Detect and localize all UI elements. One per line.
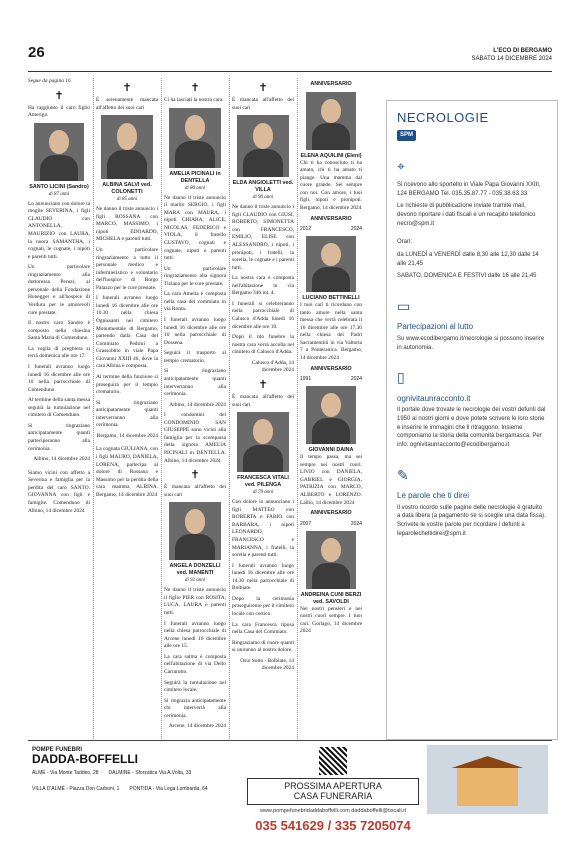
anniversary-heading: ANNIVERSARIO	[310, 510, 352, 517]
email-info: Le richieste di pubblicazione inviate tramite mail, devono riportare i dati fiscali e un recapito telefonico necro@spm.it	[397, 203, 536, 227]
portrait-photo	[101, 115, 153, 179]
location-pin-icon: ⌖	[397, 158, 405, 175]
section-title-ognivita: ognivitaunracconto.it	[397, 393, 471, 403]
anniversary-name: ANDREINA CUNI BERZI ved. SAVOLDI	[300, 591, 362, 605]
obit-intro: Ha raggiunto il caro figlio Amerigo.	[28, 104, 90, 119]
issue-date: SABATO 14 DICEMBRE 2024	[471, 55, 552, 62]
page-header	[28, 30, 552, 70]
obit-text: I funerali avranno luogo lunedì 16 dicembre alle ore 14.30 nella parrocchiale di Bolbiate.	[232, 562, 294, 592]
obit-date: Bergamo, 14 dicembre 2024	[96, 432, 158, 439]
obit-intro: È mancata all'affetto dei suoi cari	[232, 393, 294, 408]
obit-name: ANGELA DONZELLI ved. MANENTI	[169, 563, 221, 577]
condolence-text: I condomini del CONDOMINIO SAN GIUSEPPE sono vicini alla famiglia per la scomparsa della signora AMELIA PICINALI in DENTELLA. Albino, 14 dicembre 2024	[164, 412, 226, 464]
portrait-photo	[237, 412, 289, 472]
anniversary-years	[300, 376, 362, 383]
paper-masthead	[472, 48, 552, 64]
obit-date: Osio Sotto - Bolbiate, 14 dicembre 2024	[240, 657, 294, 672]
obit-age: di 80 anni	[184, 185, 206, 191]
obit-text: Ne danno il triste annuncio i figli ROSSANA con MARCO, MASSIMO, i nipoti EDOARDO, MICHELA e parenti tutti.	[96, 206, 158, 243]
ad-brand-block	[28, 741, 243, 818]
obit-text: I funerali avranno luogo lunedì 16 dicembre alle ore 10 nella parrocchiale di Dossena.	[164, 317, 226, 346]
section-text-ognivita: Il portale dove trovate le necrologie dei vostri defunti dal 1950 ai nostri giorni e dove potete scrivere le loro storie e inserire le immagini che li ritraggono. Insieme componiamo la storia della comunità bergamasca. Per info: ognivitaunracconto@ecodibergamo.it	[397, 407, 546, 448]
obit-text: Si ringraziano anticipatamente quanti parteciperanno alla cerimonia.	[28, 422, 90, 452]
cross-icon: ✝	[190, 81, 200, 94]
obituary-column-4	[232, 78, 294, 676]
ad-brand-name: DADDA-BOFFELLI	[32, 752, 138, 766]
section-text-parole: Il vostro ricordo sulle pagine delle necrologie è gratuito a data libera (a pagamento se si sceglie una data fissa). Scrivete le vostre parole per ricordare i defunti a leparolecheltidirei@spm.it	[397, 504, 546, 537]
obit-text: Ne danno il triste annuncio il figlio PIER con ROSITA, LUCA, LAURA e parenti tutti.	[164, 587, 226, 616]
portrait-photo	[237, 115, 289, 177]
obit-text: Ne danno il triste annuncio il marito SERGIO, i figli MARA con MAURA, i nipoti CHIARA, ALICE, NICOLAS, FEDERICO e VIOLA, il fratello GUSTAVO, cognati e cognate, nipoti e parenti tutti.	[164, 194, 226, 262]
obit-text: Lo annunciano con dolore la moglie SEVERINA, i figli CLAUDIO con ANTONELLA, MAURIZIO con LAURA, la nuora SAMANTHA, i cognati, le cognate, i nipoti e parenti tutti.	[28, 200, 90, 260]
section-title-parole: Le parole che ti direi	[397, 490, 470, 500]
cross-icon: ✝	[190, 468, 200, 482]
obit-date: Arcene, 14 dicembre 2024	[168, 723, 226, 730]
obit-intro: È serenamente mancata all'affetto dei suoi cari	[96, 97, 158, 111]
obit-text: Un particolare ringraziamento alla signora Tiziana per le cure prestate.	[164, 265, 226, 287]
portrait-photo	[306, 531, 356, 589]
condolence-text: Siamo vicini con affetto a Severina e famiglia per la perdita del caro SANTO. GIOVANNA con figli e famiglie. Comenduno di Albino, 14 dicembre 2024	[28, 469, 90, 514]
obit-text: La veglia di preghiera si terrà domenica alle ore 17.	[28, 345, 90, 360]
obit-name: AMELIA PICINALI in DENTELLA	[169, 170, 221, 184]
laptop-icon: ▭	[397, 299, 411, 316]
anniversary-heading: ANNIVERSARIO	[310, 365, 352, 372]
spm-logo: SPM	[397, 130, 416, 141]
portrait-photo	[306, 386, 356, 444]
cross-icon: ✝	[122, 81, 132, 94]
column-divider	[93, 78, 94, 739]
tablet-icon: ▯	[397, 370, 405, 387]
ad-address: PONTIDA - Via Lega Lombarda, 64	[129, 786, 208, 793]
necrologie-info-panel	[386, 100, 558, 740]
portrait-photo	[306, 236, 356, 292]
paper-name: L'ECO DI BERGAMO	[493, 48, 552, 54]
ad-address: DALMINE - Sforzatica Via A.Volta, 33	[108, 770, 192, 777]
obit-text: Il nostro caro Sandro è composto nella chiesina Santa Maria di Comenduno.	[28, 320, 90, 342]
anniversary-heading: ANNIVERSARIO	[310, 215, 352, 222]
continued-note: Segue da pagina 16	[28, 78, 71, 84]
portrait-photo	[169, 108, 221, 168]
anniversary-name: ELENA AQUILINI (Eleni)	[300, 152, 362, 159]
ad-address: ALMÈ - Via Monte Taddeo, 28	[32, 770, 99, 777]
year-end: 2024	[350, 520, 362, 527]
orari-weekdays: da LUNEDÌ a VENERDÌ dalle 8,30 alle 12,30 dalle 14 alle 21,45	[397, 251, 539, 267]
obit-name: ALBINA SALVI ved. COLONETTI	[102, 182, 152, 196]
obit-age: di 87 anni	[48, 191, 70, 197]
obit-intro: È mancata all'affetto dei suoi cari	[164, 484, 226, 498]
obit-intro: È mancata all'affetto dei suoi cari	[232, 97, 294, 111]
anniversary-text: I tuoi cari ti ricordano con tanto amore nella santa messa che verrà celebrata il 16 dicembre alle ore 17.30 nella chiesa dei Padri Sacramentini in via Valtorta 7 a Ponteranica. Bergamo, 14 dicembre 2024	[300, 302, 362, 362]
ad-headline-line: PROSSIMA APERTURA	[284, 781, 382, 791]
obit-text: Al termine della funzione si proseguirà per il tempio crematorio.	[96, 373, 158, 396]
column-divider	[229, 78, 230, 739]
ad-headline	[247, 778, 419, 805]
anniversary-name: GIOVANNI DAINA	[308, 447, 354, 454]
obit-age: di 90 anni	[252, 195, 274, 201]
obituary-column-2	[96, 78, 158, 502]
obit-date: Albino, 14 dicembre 2024	[33, 456, 90, 463]
ad-building-photo	[427, 745, 548, 814]
condolence-text: La cognata GIULIANA, con i figli MAURO, DANIELA, LORENA, partecipa al dolore di Rossana e Massimo per la perdita della cara mamma ALBINA. Bergamo, 14 dicembre 2024	[96, 446, 158, 498]
cross-icon: ✝	[258, 377, 268, 391]
orari-weekend: SABATO, DOMENICA E FESTIVI dalle 16 alle 21,45	[397, 273, 537, 280]
anniversary-text: Nei nostri pensieri e nei nostri cuori sempre. I tuoi cari. Gorlago, 14 dicembre 2024	[300, 605, 362, 635]
obit-text: Dopo la cerimonia proseguiremo per il cimitero locale con cortico.	[232, 595, 294, 617]
year-start: 2012	[300, 226, 312, 233]
obit-text: I funerali si celebreranno nella parrocchiale di Calusco d'Adda lunedì 16 dicembre alle ore 10.	[232, 300, 294, 330]
year-end: 2024	[350, 226, 362, 233]
obit-age: di 79 anni	[252, 490, 274, 496]
ad-addresses	[32, 770, 239, 792]
building-roof	[451, 756, 524, 768]
obit-text: Un particolare ringraziamento alla dottoressa Peruzi, al personale della Fondazione Honegger e all'hospice di Verdura per le amorevoli cure prestate.	[28, 264, 90, 316]
page-number: 26	[28, 44, 45, 61]
anniversary-text: Il tempo passa, ma sei sempre nei nostri cuori. LIVIO con DANIELA, GABRIEL e GIORGIA, PATRIZIA con MARCO, ALBERTO e LORENZO. Lallio, 14 dicembre 2024	[300, 454, 362, 506]
obit-text: I funerali avranno luogo lunedì 16 dicembre alle ore 10 nella parrocchiale di Comenduno.	[28, 363, 90, 393]
building-facade	[457, 768, 518, 806]
portrait-photo	[169, 502, 221, 560]
ad-address: VILLA D'ALMÈ - Piazza Don Carboni, 1	[32, 786, 120, 793]
section-title-partecipazioni: Partecipazioni al lutto	[397, 322, 474, 332]
sportello-info: Si ricevono allo sportello in Viale Papa Giovanni XXIII, 124 BERGAMO Tel. 035.35.87.77 - 035.38.63.33	[397, 181, 541, 197]
obit-intro: Ci ha lasciati la nostra cara	[164, 97, 223, 103]
obit-text: Dopo il rito funebre la nostra cara verrà accolta nel cimitero di Calusco d'Adda.	[232, 334, 294, 356]
year-start: 1991	[300, 376, 312, 383]
cross-icon: ✝	[54, 88, 64, 102]
portrait-photo	[34, 123, 84, 181]
obit-text: Un particolare ringraziamento a tutto il personale medico e infermieristico e volontario dell'hospice di Borgo Palazzo per le cure prestate.	[96, 246, 158, 291]
obit-name: ELDA ANGIOLETTI ved. VILLA	[232, 180, 294, 194]
section-text-partecipazioni: Su www.ecodibergamo.it/necrologie si possono inserire in autonomia.	[397, 335, 545, 351]
obit-text: Si ringrazia anticipatamente chi interverrà alla cerimonia.	[164, 697, 226, 719]
column-divider	[297, 78, 298, 739]
obit-text: Si ringraziano anticipatamente quanti interverranno alla cerimonia.	[96, 399, 158, 429]
obit-text: Al termine della santa messa seguirà la tumulazione nel cimitero di Comenduno.	[28, 397, 90, 419]
obit-text: I funerali avranno luogo nella chiesa parrocchiale di Arcene lunedì 16 dicembre alle ore 15.	[164, 620, 226, 650]
cross-icon: ✝	[258, 81, 268, 94]
obit-date: Albino, 14 dicembre 2024	[169, 401, 226, 408]
obit-text: Ne danno il triste annuncio i figli CLAUDIO con GIUSI, ROBERTO, SIMONETTA con FRANCESCO, EMILIO, ELISE con ALESSANDRO, i nipoti, i pronipoti, i fratelli, la sorella, le cognate e i parenti tutti.	[232, 204, 294, 271]
anniversary-years	[300, 521, 362, 528]
portrait-photo	[306, 92, 356, 150]
obit-text: Con dolore lo annunciano i figli MATTEO con ROBERTA e FABIO con BARBARA, i nipoti LEONARDO, FRANCESCO e MARIANNA, i fratelli, la sorella e parenti tutti.	[232, 499, 294, 559]
obit-age: di 85 anni	[116, 197, 138, 203]
obit-text: La nostra cara è composta nell'abitazione in via Bergamo 346 int. 4.	[232, 275, 294, 297]
obit-text: Seguirà il trasporto al tempio crematorio.	[164, 350, 226, 364]
pen-icon: ✎	[397, 467, 409, 484]
obit-age: di 92 anni	[184, 578, 206, 584]
obit-date: Calusco d'Adda, 14 dicembre 2024	[251, 359, 294, 374]
ad-web: www.pompefunebridaddaboffelli.com daddaboffelli@tiscali.it	[259, 807, 407, 814]
obit-text: Ringraziamo di cuore quanti si uniranno al nostro dolore.	[232, 639, 294, 654]
column-divider	[161, 78, 162, 739]
obituary-column-1	[28, 78, 90, 518]
anniversary-heading: ANNIVERSARIO	[310, 81, 352, 87]
anniversary-name: LUCIANO BETTINELLI	[302, 295, 360, 302]
obit-text: Si ringraziano anticipatamente quanti interverranno alla cerimonia.	[164, 368, 226, 398]
year-start: 2007	[300, 520, 312, 527]
ad-pretitle: POMPE FUNEBRI	[32, 747, 83, 753]
orari-label: Orari:	[397, 239, 412, 246]
obit-text: La cara Amelia è composta nella casa del commiato in via Roma.	[164, 291, 226, 313]
anniversary-text: Chi ti ha conosciuto ti ha amato, chi ti ha amato ti piange. Una mamma dal cuore grande. Sei sempre con noi. Con amore, i tuoi figli, nipoti e pronipoti. Bergamo, 14 dicembre 2024	[300, 159, 362, 211]
funeral-home-ad	[28, 740, 552, 833]
obit-text: La cara Francesca riposa nella Casa del Commiato.	[232, 621, 294, 636]
obit-text: Seguirà la tumulazione nel cimitero locale.	[164, 679, 226, 694]
qr-code-icon	[319, 747, 347, 775]
obit-text: I funerali avranno luogo lunedì 16 dicembre alle ore 10.30 nella chiesa Ognissanti nel cimitero Monumentale di Bergamo, partendo dalla Casa del Commiato Pedrini a Grassobbio in viale Papa Giovanni XXIII 46, dove la cara Albina è composta.	[96, 295, 158, 370]
obit-name: FRANCESCA VITALI ved. PILENGA	[237, 475, 289, 489]
header-rule	[28, 71, 552, 72]
anniversary-column	[300, 78, 362, 639]
ad-phone: 035 541629 / 335 7205074	[255, 817, 411, 833]
anniversary-years	[300, 226, 362, 233]
obit-text: La cara salma è composta nell'abitazione di via Dello Carrarotto.	[164, 653, 226, 675]
panel-title: NECROLOGIE	[397, 110, 489, 125]
ad-headline-line: CASA FUNERARIA	[293, 791, 373, 802]
ad-contact-block	[243, 741, 423, 833]
obit-name: SANTO LICINI (Sandro)	[29, 183, 89, 190]
obituary-column-3	[164, 78, 226, 734]
year-end: 2024	[350, 376, 362, 383]
